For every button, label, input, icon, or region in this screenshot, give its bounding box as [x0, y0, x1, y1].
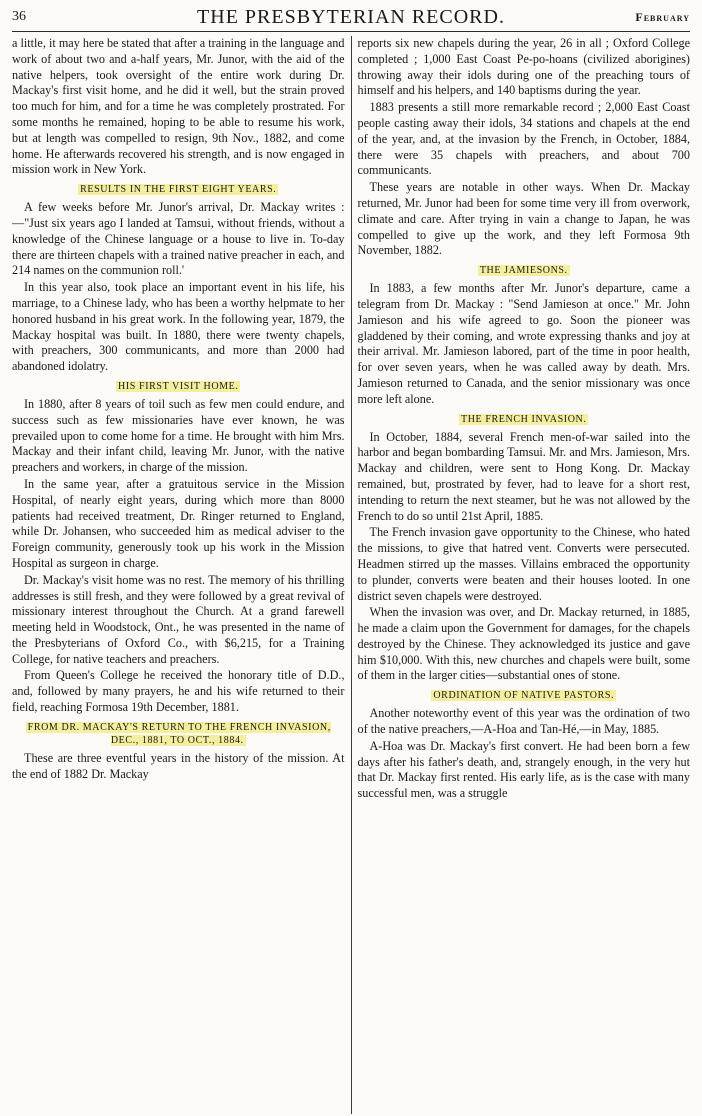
section-heading: [12, 721, 345, 747]
article-columns: [12, 36, 690, 1114]
section-heading: [12, 183, 345, 196]
paragraph: These are three eventful years in the history of the mission. At the end of 1882 Dr. Mackay: [12, 750, 345, 781]
section-heading-text: THE FRENCH INVASION.: [461, 413, 587, 425]
section-heading: [358, 264, 691, 277]
paragraph: a little, it may here be stated that after a training in the language and work of about two and a-half years, Mr. Junor, with the aid of the native helpers, took oversight of the entire work during Dr. Mackay's first visit home, and he did it well, but the strain proved too much for him, and for a time he was completely prostrated. For some months he remained, hoping to be able to resume his work, but at length was compelled to resign, 9th Nov., 1882, and come home. He afterwards recovered his strength, and is now engaged in mission work in New York.: [12, 36, 345, 177]
right-column: [352, 36, 691, 1114]
paragraph: Another noteworthy event of this year was the ordination of two of the native preachers,—A-Hoa and Tan-Hé,—in May, 1885.: [357, 706, 690, 737]
section-heading-text: HIS FIRST VISIT HOME.: [118, 380, 239, 392]
paragraph: A-Hoa was Dr. Mackay's first convert. He had been born a few days after his father's death, and, strangely enough, in the very hut that Dr. Mackay first rented. His early life, as is the case with many successful men, was a struggle: [357, 738, 690, 801]
paragraph: 1883 presents a still more remarkable record ; 2,000 East Coast people casting away their idols, 34 stations and chapels at the end of the year, and, at the invasion by the French, in October, 1884, there were 35 chapels with preachers, and about 700 communicants.: [357, 100, 690, 178]
paragraph: These years are notable in other ways. When Dr. Mackay returned, Mr. Junor had been for some time very ill from overwork, climate and care. After trying in vain a change to Japan, he was compelled to give up the work, and they left Formosa 9th November, 1882.: [357, 180, 690, 258]
paragraph: From Queen's College he received the honorary title of D.D., and, followed by many prayers, he and his wife returned to their field, reaching Formosa 19th December, 1881.: [12, 668, 345, 715]
paragraph: In the same year, after a gratuitous service in the Mission Hospital, of nearly eight years, during which more than 8000 patients had received treatment, Dr. Ringer returned to England, while Dr. Johansen, who succeeded him as medical adviser to the Foreign community, generously took up his work in the Mission Hospital as surgeon in charge.: [12, 476, 345, 570]
section-heading: [358, 413, 691, 426]
section-heading: [12, 380, 345, 393]
paragraph: The French invasion gave opportunity to the Chinese, who hated the missions, to give that hatred vent. Converts were persecuted. Headmen stirred up the masses. Villains embraced the opportunity to plunder, converts were beaten and their houses looted. In one district seven chapels were destroyed.: [357, 525, 690, 603]
paragraph: In 1883, a few months after Mr. Junor's departure, came a telegram from Dr. Mackay : "Send Jamieson at once." Mr. John Jamieson and his wife agreed to go. Soon the pioneer was gladdened by their coming, and wrote expressing thanks and joy at their arrival. Mr. Jamieson labored, part of the time in poor health, for over seven years, when he was called away by death. Mrs. Jamieson returned to Canada, and the senior missionary was once more left alone.: [357, 281, 690, 406]
running-head: [12, 6, 690, 32]
section-heading-text: RESULTS IN THE FIRST EIGHT YEARS.: [80, 184, 277, 196]
section-heading: [358, 689, 691, 702]
left-column: [12, 36, 351, 1114]
section-heading-text: ORDINATION OF NATIVE PASTORS.: [433, 690, 615, 702]
paragraph: Dr. Mackay's visit home was no rest. The memory of his thrilling addresses is still fresh, and they were followed by a great revival of missionary interest throughout the Church. At a grand farewell meeting held in Woodstock, Ont., he was presented in the name of the Presbyterians of Oxford Co., with $6,215, for a Training College, for native teachers and preachers.: [12, 572, 345, 666]
issue-month: February: [635, 10, 690, 24]
page-number: 36: [12, 9, 26, 24]
paragraph: When the invasion was over, and Dr. Mackay returned, in 1885, he made a claim upon the Government for damages, for the chapels destroyed by the Chinese. They acknowledged its justice and gave him $10,000. With this, new churches and chapels were built, some of them in the larger cities—substantial ones of stone.: [357, 605, 690, 683]
paragraph: reports six new chapels during the year, 26 in all ; Oxford College completed ; 1,000 East Coast Pe-po-hoans (civilized aborigines) throwing away their idols during one of the preaching tours of himself and his helpers, and 140 baptisms during the year.: [357, 36, 690, 98]
paragraph: In 1880, after 8 years of toil such as few men could endure, and success such as few missionaries have ever known, he was prevailed upon to come home for a time. He brought with him Mrs. Mackay and their infant child, leaving Mr. Junor, with the native preachers and workers, in charge of the mission.: [12, 396, 345, 475]
section-heading-text: THE JAMIESONS.: [479, 265, 568, 277]
paragraph: In this year also, took place an important event in his life, his marriage, to a Chinese lady, who has been a worthy helpmate to her honored husband in his great work. In the following year, 1879, the Mackay hospital was built. In 1880, there were twenty chapels, with preachers, 300 communicants, and more than 2000 had abandoned idolatry.: [12, 280, 345, 374]
section-heading-text: FROM DR. MACKAY'S RETURN TO THE FRENCH INVASION, DEC., 1881, TO OCT., 1884.: [27, 721, 331, 746]
journal-title: THE PRESBYTERIAN RECORD.: [197, 6, 505, 28]
paragraph: In October, 1884, several French men-of-war sailed into the harbor and began bombarding Tamsui. Mr. and Mrs. Jamieson, Mrs. Mackay and children, were sent to Hong Kong. Dr. Mackay remained, but, prostrated by fever, had to leave for a short rest, intending to return the next steamer, but he was not allowed by the French to do so until 21st April, 1885.: [357, 429, 690, 523]
paragraph: A few weeks before Mr. Junor's arrival, Dr. Mackay writes :—"Just six years ago I landed at Tamsui, without friends, without a knowledge of the Chinese language or a house to live in. To-day there are thirteen chapels with a trained native preacher in each, and 214 names on the communion roll.': [12, 200, 345, 278]
